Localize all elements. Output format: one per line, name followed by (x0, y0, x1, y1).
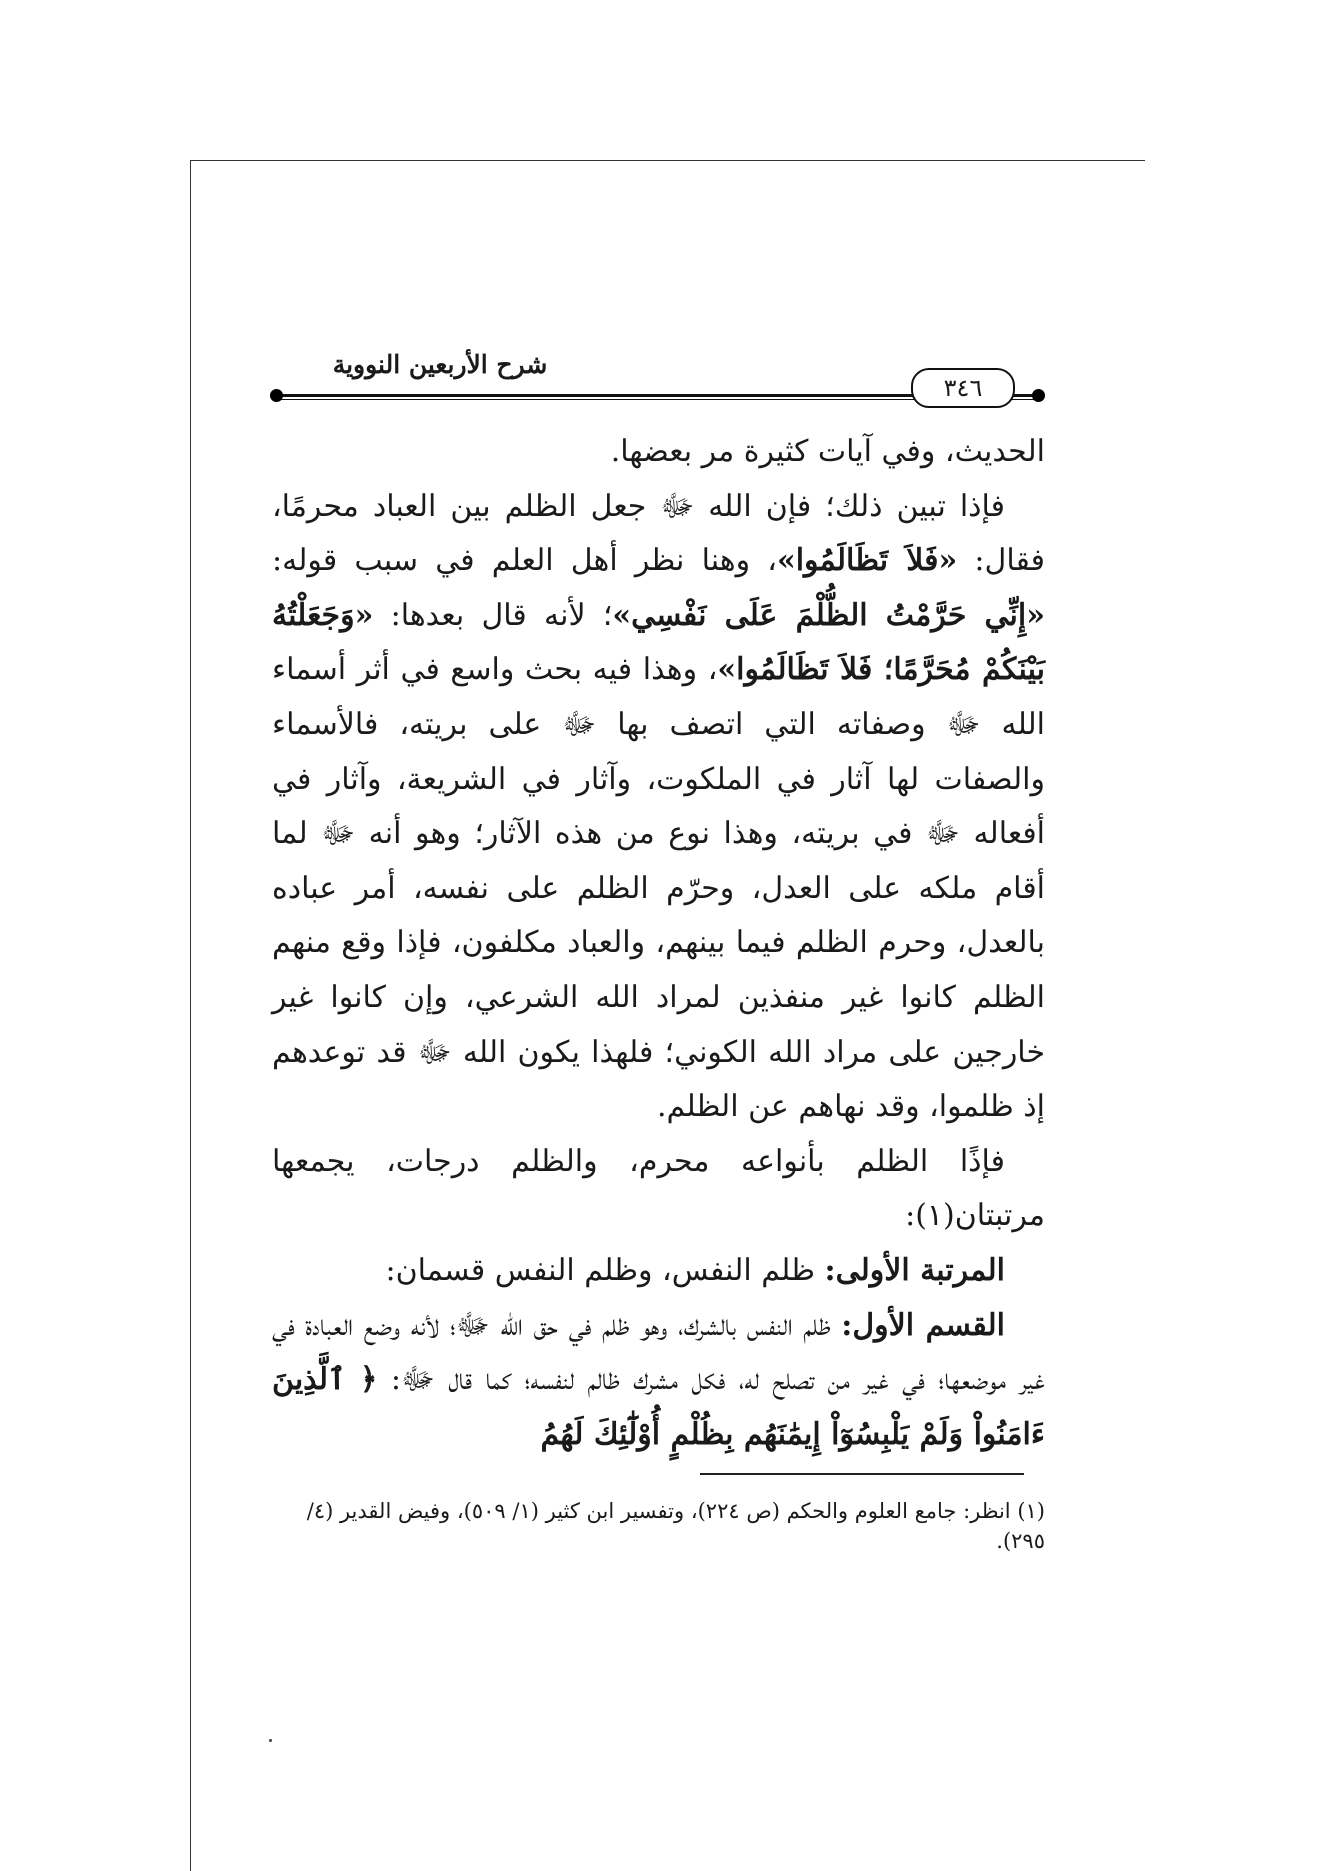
section-label: القسم الأول: (841, 1307, 1005, 1343)
header-ornament-left (270, 389, 283, 402)
quran-verse: ﴿ ٱلَّذِينَ ءَامَنُواْ وَلَمْ يَلْبِسُوٓاْ إِيمَٰنَهُم بِظُلْمٍ أُوْلَٰٓئِكَ لَهُمُ (272, 1362, 1045, 1452)
header-ornament-right (1032, 389, 1045, 402)
footnote-separator (700, 1473, 1024, 1475)
text-span: فإذًا الظلم بأنواعه محرم، والظلم درجات، يجمعها مرتبتان(١): (272, 1143, 1045, 1234)
text-span: الحديث، وفي آيات كثيرة مر بعضها. (610, 434, 1045, 469)
text-span: ، وهذا فيه بحث واسع في أثر أسماء الله ﷻ وصفاته التي اتصف بها ﷻ على بريته، فالأسماء والصفات لها آثار في الملكوت، وآثار في الشريعة، وآثار في أفعاله ﷻ في بريته، وهذا نوع من هذه الآثار؛ وهو أنه ﷻ لما أقام ملكه على العدل، وحرّم الظلم على نفسه، أمر عباده بالعدل، وحرم الظلم فيما بينهم، والعباد مكلفون، فإذا وقع منهم الظلم كانوا غير منفذين لمراد الله الشرعي، وإن كانوا غير خارجين على مراد الله الكوني؛ فلهذا يكون الله ﷻ قد توعدهم إذ ظلموا، وقد نهاهم عن الظلم. (272, 652, 1046, 1125)
paragraph (272, 480, 1045, 1135)
page-number: ٣٤٦ (911, 368, 1015, 408)
section-label: المرتبة الأولى: (824, 1252, 1005, 1288)
text-span: ، وهنا نظر أهل العلم في سبب قوله: (272, 543, 777, 579)
body-text (272, 425, 1045, 1462)
hadith-quote: «فَلاَ تَظَالَمُوا» (776, 543, 958, 579)
scan-speck (269, 1739, 272, 1742)
text-span: ؛ لأنه قال بعدها: (373, 597, 613, 633)
paragraph (272, 1244, 1045, 1299)
text-span: فإذا تبين ذلك؛ فإن الله ﷻ جعل الظلم بين العباد محرمًا، فقال: (272, 488, 1045, 579)
hadith-quote: «إِنِّي حَرَّمْتُ الظُّلْمَ عَلَى نَفْسِي» (612, 597, 1045, 633)
paragraph (272, 1135, 1045, 1244)
text-span: ظلم النفس، وظلم النفس قسمان: (385, 1252, 825, 1288)
crop-mark-left (190, 160, 191, 1871)
book-title: شرح الأربعين النووية (332, 350, 548, 379)
footnote: (١) انظر: جامع العلوم والحكم (ص ٢٢٤)، وتفسير ابن كثير (١/ ٥٠٩)، وفيض القدير (٤/ ٢٩٥). (306, 1499, 1045, 1553)
hadith-quote: «وَجَعَلْتُهُ بَيْنَكُمْ مُحَرَّمًا؛ فَلاَ تَظَالَمُوا» (272, 597, 1045, 688)
crop-mark-top (190, 160, 1145, 161)
paragraph (272, 425, 1045, 480)
text-span: ظلم النفس بالشرك، وهو ظلم في حق الله ﷻ؛ لأنه وضع العبادة في غير موضعها؛ في غير من تصلح له، فكل مشرك ظالم لنفسه؛ كما قال ﷻ: (272, 1307, 1045, 1398)
running-header (270, 350, 1045, 400)
paragraph (272, 1299, 1045, 1463)
